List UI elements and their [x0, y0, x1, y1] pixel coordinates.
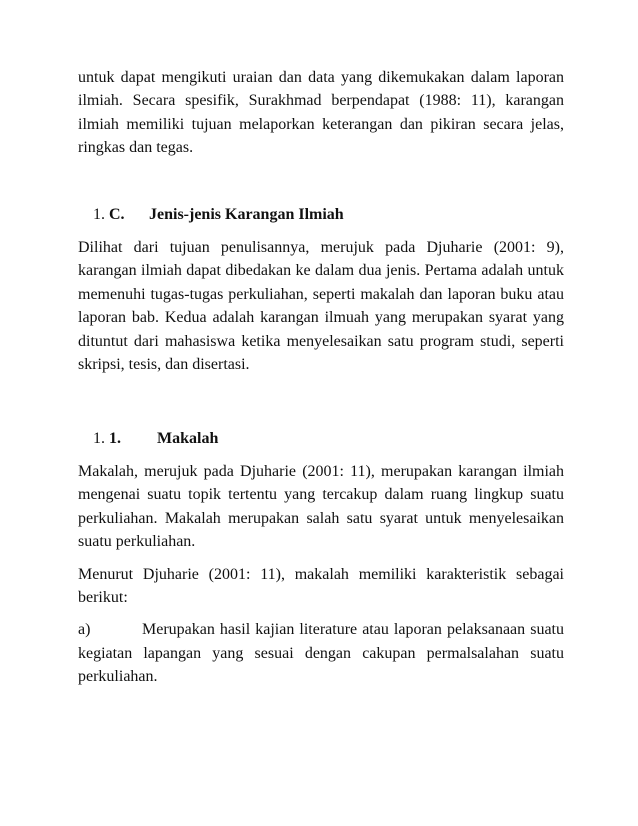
makalah-characteristics-intro: Menurut Djuharie (2001: 11), makalah memiliki karakteristik sebagai berikut: — [78, 565, 564, 606]
list-item-a — [78, 618, 564, 688]
heading-list-number: 1. — [93, 430, 105, 448]
section-heading-makalah — [78, 427, 564, 450]
section-heading-jenis-karangan — [78, 203, 564, 226]
list-item-marker: a) — [78, 621, 91, 639]
list-item-text: Merupakan hasil kajian literature atau laporan pelaksanaan suatu kegiatan lapangan yang sesuai dengan cakupan permalsalahan suatu perkuliahan. — [78, 621, 564, 686]
jenis-karangan-paragraph: Dilihat dari tujuan penulisannya, merujuk pada Djuharie (2001: 9), karangan ilmiah dapat dibedakan ke dalam dua jenis. Pertama adalah untuk memenuhi tugas-tugas perkuliahan, seperti makalah dan laporan buku atau laporan bab. Kedua adalah karangan ilmuah yang merupakan syarat yang dituntut dari mahasiswa ketika menyelesaikan satu program studi, seperti skripsi, tesis, dan disertasi. — [78, 239, 564, 374]
intro-paragraph: untuk dapat mengikuti uraian dan data yang dikemukakan dalam laporan ilmiah. Secara spesifik, Surakhmad berpendapat (1988: 11), karangan ilmiah memiliki tujuan melaporkan keterangan dan pikiran secara jelas, ringkas dan tegas. — [78, 69, 564, 157]
document-page — [78, 66, 564, 689]
makalah-definition-paragraph: Makalah, merujuk pada Djuharie (2001: 11), merupakan karangan ilmiah mengenai suatu topik tertentu yang tercakup dalam ruang lingkup suatu perkuliahan. Makalah merupakan salah satu syarat untuk menyelesaikan suatu perkuliahan. — [78, 462, 564, 551]
heading-section-number: 1. — [109, 430, 121, 448]
heading-title: Makalah — [157, 430, 219, 448]
heading-title: Jenis-jenis Karangan Ilmiah — [149, 205, 344, 223]
heading-list-number: 1. — [93, 205, 105, 223]
heading-section-letter: C. — [109, 205, 125, 223]
